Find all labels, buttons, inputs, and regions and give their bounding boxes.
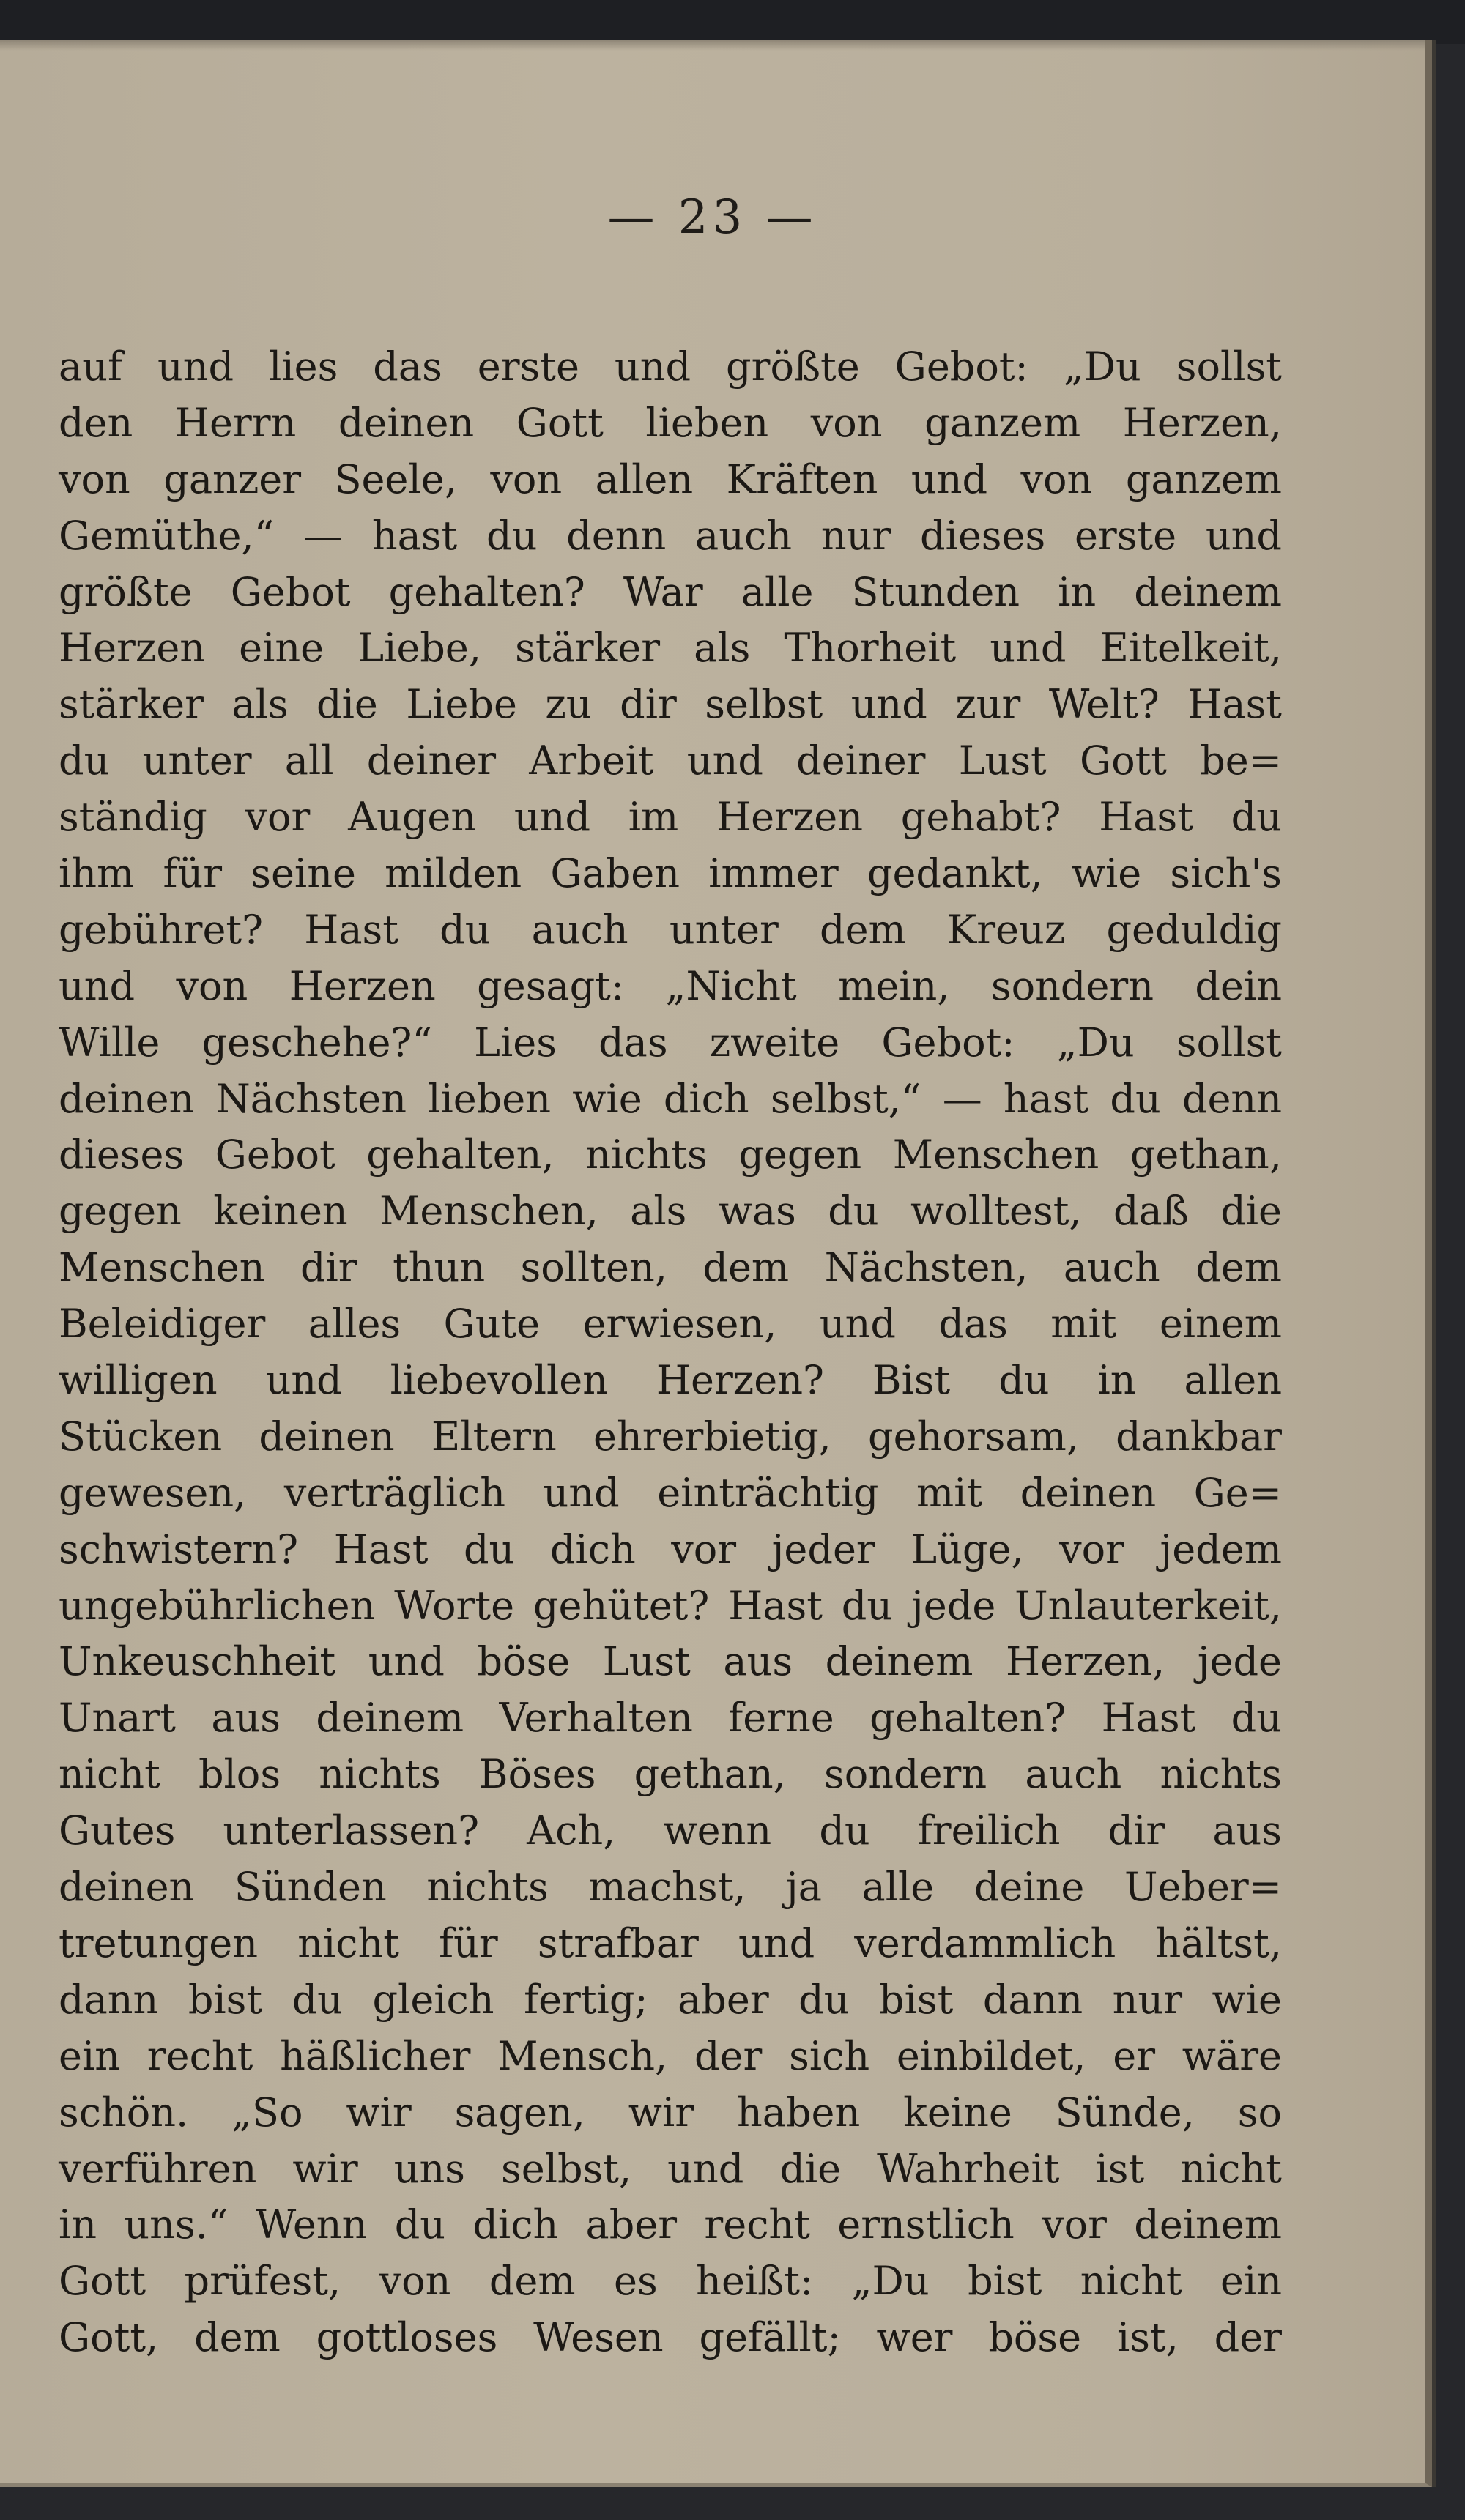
text-line: dieses Gebot gehalten, nichts gegen Menschen gethan,	[59, 1131, 1282, 1178]
text-line: dann bist du gleich fertig; aber du bist dann nur wie	[59, 1976, 1282, 2023]
text-line: ungebührlichen Worte gehütet? Hast du jede Unlauterkeit,	[59, 1582, 1282, 1629]
text-line: Gott prüfest, von dem es heißt: „Du bist nicht ein	[59, 2258, 1282, 2305]
text-line: Unart aus deinem Verhalten ferne gehalten? Hast du	[59, 1695, 1282, 1742]
text-line: stärker als die Liebe zu dir selbst und zur Welt? Hast	[59, 681, 1282, 728]
text-line: ein recht häßlicher Mensch, der sich einbildet, er wäre	[59, 2032, 1282, 2079]
text-line: du unter all deiner Arbeit und deiner Lust Gott be=	[59, 737, 1282, 784]
text-line: Unkeuschheit und böse Lust aus deinem Herzen, jede	[59, 1638, 1282, 1685]
text-line: schön. „So wir sagen, wir haben keine Sünde, so	[59, 2089, 1282, 2136]
text-line: ihm für seine milden Gaben immer gedankt, wie sich's	[59, 850, 1282, 897]
text-line: deinen Sünden nichts machst, ja alle deine Ueber=	[59, 1864, 1282, 1911]
page-edge	[0, 40, 1425, 51]
text-line: gegen keinen Menschen, als was du wolltest, daß die	[59, 1188, 1282, 1235]
text-line: willigen und liebevollen Herzen? Bist du in allen	[59, 1357, 1282, 1404]
text-line: Wille geschehe?“ Lies das zweite Gebot: „Du sollst	[59, 1019, 1282, 1066]
text-line: schwistern? Hast du dich vor jeder Lüge, vor jedem	[59, 1525, 1282, 1572]
body-text	[59, 339, 1282, 2366]
text-line: von ganzer Seele, von allen Kräften und von ganzem	[59, 456, 1282, 502]
text-line: gebühret? Hast du auch unter dem Kreuz geduldig	[59, 906, 1282, 953]
text-line: in uns.“ Wenn du dich aber recht ernstlich vor deinem	[59, 2201, 1282, 2248]
text-line: Menschen dir thun sollten, dem Nächsten, auch dem	[59, 1244, 1282, 1291]
text-line: verführen wir uns selbst, und die Wahrheit ist nicht	[59, 2145, 1282, 2192]
text-line: Stücken deinen Eltern ehrerbietig, gehorsam, dankbar	[59, 1413, 1282, 1460]
text-line: Gemüthe,“ — hast du denn auch nur dieses erste und	[59, 512, 1282, 559]
text-line: größte Gebot gehalten? War alle Stunden in deinem	[59, 568, 1282, 615]
text-line: Gott, dem gottloses Wesen gefällt; wer böse ist, der	[59, 2314, 1282, 2361]
text-line: den Herrn deinen Gott lieben von ganzem Herzen,	[59, 399, 1282, 446]
text-line: ständig vor Augen und im Herzen gehabt? Hast du	[59, 794, 1282, 841]
text-line: Gutes unterlassen? Ach, wenn du freilich dir aus	[59, 1807, 1282, 1854]
page-number: — 23 —	[607, 190, 817, 245]
text-line: nicht blos nichts Böses gethan, sondern auch nichts	[59, 1751, 1282, 1798]
text-line: Herzen eine Liebe, stärker als Thorheit und Eitelkeit,	[59, 625, 1282, 672]
text-line: tretungen nicht für strafbar und verdammlich hältst,	[59, 1919, 1282, 1966]
scan-backdrop	[0, 0, 1465, 44]
text-line: Beleidiger alles Gute erwiesen, und das mit einem	[59, 1301, 1282, 1348]
text-line: auf und lies das erste und größte Gebot: „Du sollst	[59, 343, 1282, 390]
text-line: gewesen, verträglich und einträchtig mit deinen Ge=	[59, 1469, 1282, 1516]
text-line: und von Herzen gesagt: „Nicht mein, sondern dein	[59, 962, 1282, 1009]
book-page	[0, 40, 1432, 2487]
text-line: deinen Nächsten lieben wie dich selbst,“ — hast du denn	[59, 1075, 1282, 1122]
